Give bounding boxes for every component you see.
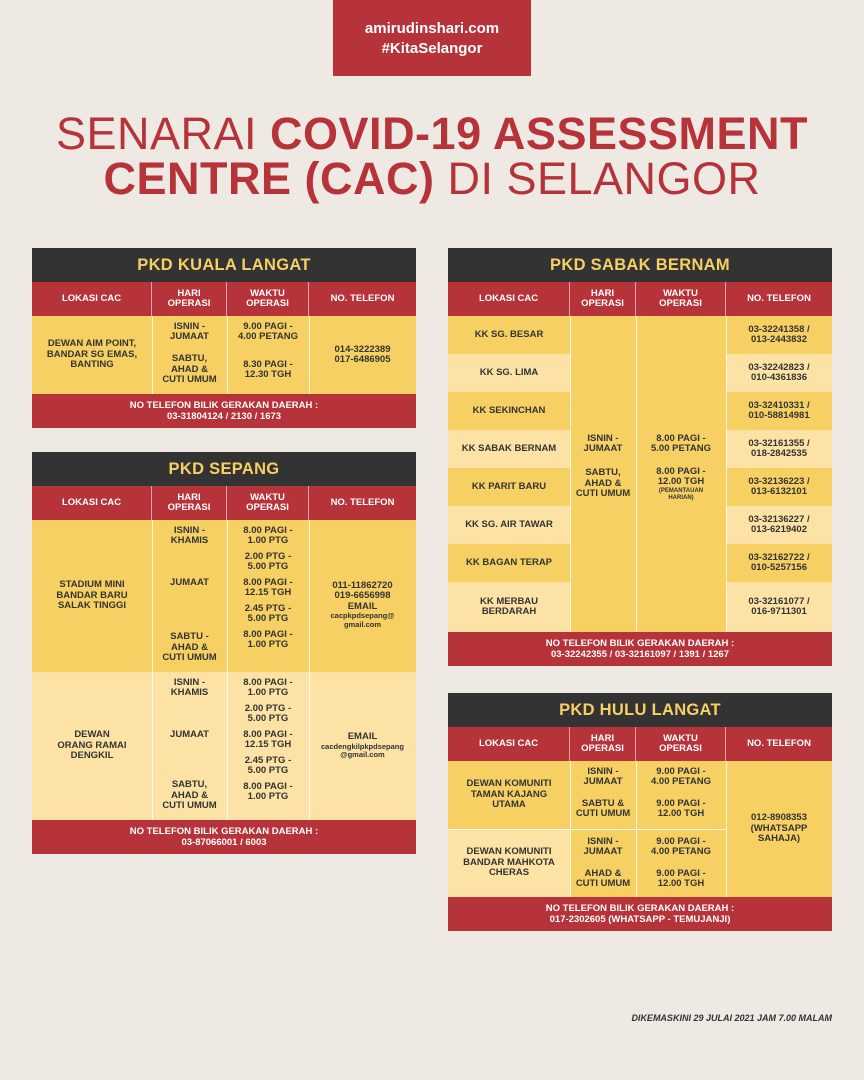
text: 12.15 TGH	[244, 739, 292, 750]
text: 8.00 PAGI -	[243, 524, 293, 536]
text: 12.15 TGH	[244, 587, 292, 598]
panel-footer	[32, 820, 416, 854]
col-text: HARI	[590, 733, 615, 744]
lokasi-cell	[32, 672, 152, 820]
waktu-cell	[227, 576, 309, 600]
hari-cell	[570, 765, 636, 789]
text: ISNIN -	[587, 432, 619, 444]
telefon-cell	[726, 544, 832, 582]
waktu-cell	[636, 765, 726, 789]
waktu-cell	[227, 352, 309, 388]
hari-cell	[152, 524, 227, 548]
col-telefon: NO. TELEFON	[747, 293, 811, 304]
column-header-row	[32, 282, 416, 316]
list-item	[448, 354, 570, 392]
text: (WHATSAPP	[750, 822, 808, 834]
waktu-cell	[227, 702, 309, 726]
text: 9.00 PAGI -	[656, 765, 706, 777]
hari-cell	[152, 778, 227, 814]
panel-title: PKD KUALA LANGAT	[32, 248, 416, 282]
text: KK SG. LIMA	[479, 366, 539, 378]
panel-sepang	[32, 452, 416, 854]
text: 8.00 PAGI -	[656, 465, 706, 477]
text: 017-6486905	[334, 354, 391, 365]
col-text: OPERASI	[581, 298, 624, 309]
col-lokasi: LOKASI CAC	[448, 282, 570, 316]
col-text: OPERASI	[659, 743, 702, 754]
text: ORANG RAMAI	[57, 739, 127, 751]
hari-cell	[152, 320, 227, 344]
text: CHERAS	[488, 867, 530, 879]
text: UTAMA	[492, 799, 526, 811]
text: 010-5257156	[751, 562, 807, 573]
list-item	[448, 430, 570, 468]
text: KHAMIS	[170, 687, 209, 698]
text: CUTI UMUM	[575, 488, 631, 500]
text: 5.00 PETANG	[650, 443, 711, 454]
lokasi-cell	[448, 829, 570, 897]
list-item	[448, 544, 570, 582]
col-text: HARI	[177, 288, 201, 299]
text: 1.00 PTG	[247, 687, 289, 698]
page-title-line2	[0, 153, 864, 205]
table-row	[32, 520, 416, 672]
text: KK SABAK BERNAM	[461, 442, 557, 454]
col-hari	[570, 282, 636, 316]
waktu-cell	[636, 867, 726, 891]
text: 4.00 PETANG	[650, 846, 711, 857]
waktu-cell	[636, 797, 726, 821]
waktu-cell	[227, 524, 309, 548]
panel-hulu-langat	[448, 693, 832, 931]
column-header-row	[448, 282, 832, 316]
text: KK PARIT BARU	[471, 480, 547, 492]
text: BANDAR MAHKOTA	[463, 856, 555, 868]
text: 2.45 PTG -	[244, 754, 292, 766]
lokasi-cell	[448, 761, 570, 829]
text: 018-2842535	[751, 448, 807, 459]
text: 5.00 PTG	[247, 613, 289, 624]
email-text: cacpkpdsepang@	[330, 611, 395, 621]
table-row	[32, 672, 416, 820]
text: EMAIL	[347, 731, 378, 743]
text: DENGKIL	[70, 750, 114, 762]
panel-footer	[448, 897, 832, 931]
text: DEWAN KOMUNITI	[466, 846, 552, 858]
waktu-cell	[227, 676, 309, 700]
panel-sabak-bernam	[448, 248, 832, 666]
text: 014-3222389	[334, 343, 391, 355]
waktu-cell	[636, 835, 726, 859]
col-hari	[570, 727, 636, 761]
text: ISNIN -	[587, 835, 619, 847]
panel-title: PKD SEPANG	[32, 452, 416, 486]
text: 03-32242355 / 03-32161097 / 1391 / 1267	[550, 649, 730, 660]
table-body	[448, 761, 832, 897]
text: 1.00 PTG	[247, 535, 289, 546]
col-telefon: NO. TELEFON	[747, 738, 811, 749]
text: 1.00 PTG	[247, 791, 289, 802]
title-part: SENARAI	[55, 108, 271, 159]
text: JUMAAT	[583, 776, 623, 787]
telefon-cell	[726, 582, 832, 632]
note-text: (PEMANTAUAN	[658, 487, 704, 494]
col-waktu	[227, 282, 309, 316]
panel-kuala-langat	[32, 248, 416, 428]
col-text: OPERASI	[246, 298, 289, 309]
col-hari	[152, 486, 227, 520]
col-telefon: NO. TELEFON	[330, 293, 395, 304]
text: KHAMIS	[170, 535, 209, 546]
col-waktu	[636, 727, 726, 761]
text: ISNIN -	[587, 765, 619, 777]
text: 8.00 PAGI -	[243, 576, 293, 588]
text: 12.00 TGH	[657, 476, 705, 487]
col-text: WAKTU	[250, 492, 285, 503]
telefon-cell	[726, 392, 832, 430]
waktu-cell	[227, 550, 309, 574]
text: SABTU,	[585, 467, 621, 479]
text: STADIUM MINI	[59, 579, 125, 591]
text: 5.00 PTG	[247, 765, 289, 776]
text: AHAD &	[584, 477, 622, 489]
text: 2.45 PTG -	[244, 602, 292, 614]
hari-cell	[152, 676, 227, 700]
text: ISNIN -	[173, 676, 206, 688]
list-item	[448, 506, 570, 544]
text: DEWAN AIM POINT,	[47, 338, 137, 350]
text: BANDAR BARU	[56, 589, 128, 601]
text: JUMAAT	[583, 846, 623, 857]
col-text: OPERASI	[167, 502, 211, 513]
list-item	[448, 582, 570, 632]
text: NO TELEFON BILIK GERAKAN DAERAH :	[129, 826, 319, 837]
hari-cell	[570, 797, 636, 821]
text: 03-32136227 /	[748, 513, 810, 525]
text: KK SG. BESAR	[474, 328, 544, 340]
text: 03-32162722 /	[748, 551, 810, 563]
text: NO TELEFON BILIK GERAKAN DAERAH :	[129, 400, 319, 411]
text: TAMAN KAJANG	[470, 788, 548, 800]
text: 8.30 PAGI -	[243, 358, 293, 370]
telefon-cell	[726, 316, 832, 354]
email-text: cacdengkilpkpdsepang	[321, 741, 404, 751]
title-part: DI SELANGOR	[434, 153, 761, 204]
text: 011-11862720	[332, 579, 393, 591]
text: 9.00 PAGI -	[656, 835, 706, 847]
text: 03-32161355 /	[748, 437, 810, 449]
text: 8.00 PAGI -	[656, 432, 706, 444]
list-item	[448, 316, 570, 354]
text: AHAD &	[171, 363, 208, 375]
text: KK SEKINCHAN	[472, 404, 546, 416]
text: NO TELEFON BILIK GERAKAN DAERAH :	[545, 903, 735, 914]
text: 2.00 PTG -	[244, 550, 292, 562]
panel-footer	[448, 632, 832, 666]
text: JUMAAT	[170, 576, 209, 588]
waktu-cell	[227, 780, 309, 804]
telefon-cell	[726, 761, 832, 897]
text: CUTI UMUM	[162, 800, 217, 812]
source-hashtag: #KitaSelangor	[381, 40, 483, 57]
telefon-cell	[309, 672, 416, 820]
telefon-cell	[726, 430, 832, 468]
text: 8.00 PAGI -	[243, 676, 293, 688]
text: 03-32241358 /	[748, 323, 810, 335]
text: CUTI UMUM	[575, 808, 631, 819]
text: SABTU -	[170, 631, 209, 643]
text: 8.00 PAGI -	[243, 728, 293, 740]
col-lokasi: LOKASI CAC	[32, 282, 152, 316]
list-item	[448, 392, 570, 430]
updated-timestamp: DIKEMASKINI 29 JULAI 2021 JAM 7.00 MALAM	[631, 1013, 832, 1023]
text: 8.00 PAGI -	[243, 780, 293, 792]
title-bold: CENTRE (CAC)	[103, 153, 435, 204]
text: 9.00 PAGI -	[656, 867, 706, 879]
hari-cell	[152, 630, 227, 666]
text: EMAIL	[347, 600, 378, 612]
text: AHAD &	[171, 789, 208, 801]
hari-cell	[570, 835, 636, 859]
telefon-cell	[726, 354, 832, 392]
text: 8.00 PAGI -	[243, 628, 293, 640]
waktu-cell	[636, 432, 726, 456]
col-telefon: NO. TELEFON	[330, 497, 395, 508]
email-text: gmail.com	[343, 619, 382, 629]
telefon-cell	[309, 316, 416, 394]
text: SAHAJA)	[757, 833, 801, 845]
text: AHAD &	[171, 641, 208, 653]
text: 9.00 PAGI -	[243, 320, 293, 332]
text: 12.30 TGH	[244, 369, 292, 380]
text: CUTI UMUM	[162, 652, 217, 664]
text: 12.00 TGH	[657, 808, 705, 819]
text: ISNIN -	[173, 320, 206, 332]
text: CUTI UMUM	[575, 878, 631, 889]
col-text: OPERASI	[659, 298, 702, 309]
lokasi-cell	[32, 316, 152, 394]
waktu-cell	[227, 602, 309, 626]
panel-title: PKD SABAK BERNAM	[448, 248, 832, 282]
col-text: WAKTU	[663, 733, 698, 744]
text: 03-32161077 /	[748, 595, 810, 607]
text: 010-58814981	[748, 410, 810, 421]
note-text: HARIAN)	[668, 494, 694, 501]
lokasi-cell	[32, 520, 152, 672]
text: 010-4361836	[751, 372, 807, 383]
text: DEWAN	[74, 729, 110, 741]
hari-cell	[152, 576, 227, 590]
hari-cell	[152, 352, 227, 388]
text: 4.00 PETANG	[650, 776, 711, 787]
col-text: OPERASI	[167, 298, 211, 309]
hari-cell	[570, 867, 636, 891]
text: 03-32410331 /	[748, 399, 810, 411]
text: SABTU &	[581, 797, 625, 809]
waktu-cell	[227, 754, 309, 778]
title-bold: COVID-19 ASSESSMENT	[270, 108, 808, 159]
text: 12.00 TGH	[657, 878, 705, 889]
col-waktu	[227, 486, 309, 520]
telefon-cell	[309, 520, 416, 690]
text: KK MERBAU	[479, 595, 539, 607]
table-body	[32, 316, 416, 394]
text: SABTU,	[171, 779, 208, 791]
text: 013-2443832	[751, 334, 807, 345]
text: 03-32242823 /	[748, 361, 810, 373]
text: BANDAR SG EMAS,	[46, 348, 138, 360]
text: 012-8908353	[751, 812, 807, 824]
text: SABTU,	[171, 353, 208, 365]
text: 013-6132101	[751, 486, 807, 497]
text: 9.00 PAGI -	[656, 797, 706, 809]
col-text: OPERASI	[246, 502, 289, 513]
waktu-cell	[636, 464, 726, 504]
text: KK BAGAN TERAP	[465, 556, 553, 568]
text: BERDARAH	[481, 606, 537, 617]
waktu-cell	[227, 728, 309, 752]
waktu-cell	[227, 320, 309, 344]
panel-footer	[32, 394, 416, 428]
col-lokasi: LOKASI CAC	[448, 727, 570, 761]
col-lokasi: LOKASI CAC	[32, 486, 152, 520]
col-hari	[152, 282, 227, 316]
source-website: amirudinshari.com	[364, 20, 500, 37]
col-text: HARI	[590, 288, 615, 299]
text: 013-6219402	[751, 524, 807, 535]
text: JUMAAT	[170, 728, 209, 740]
text: 5.00 PTG	[247, 713, 289, 724]
col-text: HARI	[177, 492, 201, 503]
text: CUTI UMUM	[162, 374, 217, 386]
column-header-row	[32, 486, 416, 520]
col-text: WAKTU	[250, 288, 285, 299]
text: DEWAN KOMUNITI	[466, 778, 552, 790]
text: BANTING	[70, 359, 114, 371]
text: 03-87066001 / 6003	[181, 837, 267, 848]
email-text: @gmail.com	[340, 750, 385, 760]
text: NO TELEFON BILIK GERAKAN DAERAH :	[545, 638, 735, 649]
waktu-cell	[227, 628, 309, 652]
text: 4.00 PETANG	[237, 331, 298, 342]
col-waktu	[636, 282, 726, 316]
column-header-row	[448, 727, 832, 761]
text: 5.00 PTG	[247, 561, 289, 572]
col-text: OPERASI	[581, 743, 624, 754]
text: JUMAAT	[583, 443, 623, 454]
telefon-cell	[726, 506, 832, 544]
source-badge	[333, 0, 531, 76]
text: JUMAAT	[170, 331, 209, 342]
telefon-cell	[726, 468, 832, 506]
hari-cell	[152, 728, 227, 742]
text: KK SG. AIR TAWAR	[465, 518, 553, 530]
col-text: WAKTU	[663, 288, 698, 299]
text: 2.00 PTG -	[244, 702, 292, 714]
panel-title: PKD HULU LANGAT	[448, 693, 832, 727]
text: 03-31804124 / 2130 / 1673	[166, 411, 282, 422]
text: 1.00 PTG	[247, 639, 289, 650]
hari-cell	[570, 466, 636, 502]
list-item	[448, 468, 570, 506]
text: 019-6656998	[334, 590, 391, 602]
text: 016-9711301	[751, 606, 807, 617]
hari-cell	[570, 432, 636, 456]
text: ISNIN -	[173, 524, 206, 536]
text: SALAK TINGGI	[57, 600, 127, 612]
table-body	[448, 316, 832, 632]
text: 017-2302605 (WHATSAPP - TEMUJANJI)	[549, 914, 731, 925]
text: 03-32136223 /	[748, 475, 810, 487]
text: AHAD &	[584, 867, 622, 879]
